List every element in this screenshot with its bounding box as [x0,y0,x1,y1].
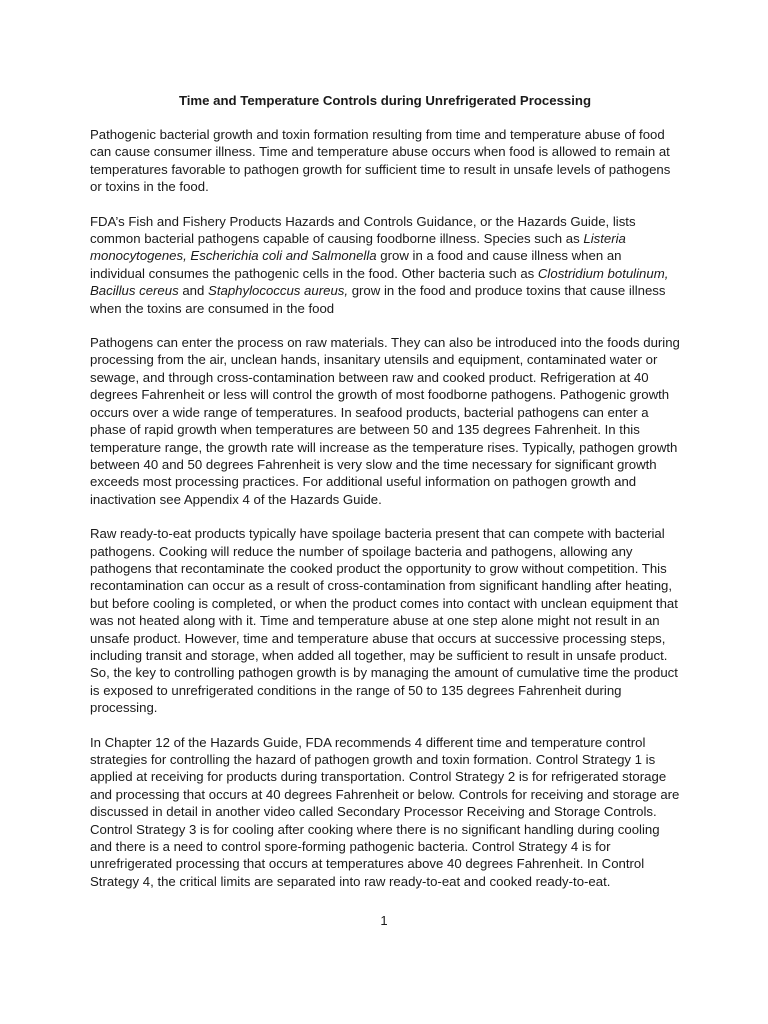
paragraph-hazards-guide [90,213,680,317]
paragraph-text: FDA’s Fish and Fishery Products Hazards and Controls Guidance, or the Hazards Guide, lists common bacterial pathogens capable of causing foodborne illness. Species such as [90,213,636,247]
document-title: Time and Temperature Controls during Unrefrigerated Processing [178,93,592,108]
page-number: 1 [380,913,388,928]
species-names-italic: Clostridium botulinum, Bacillus cereus [90,265,669,299]
paragraph-text: grow in the food and produce toxins that cause illness when the toxins are consumed in the food [90,283,666,316]
species-names-italic: Listeria monocytogenes, Escherichia coli and Salmonella [90,231,626,264]
paragraph-pathogens-entry: Pathogens can enter the process on raw materials. They can also be introduced into the foods during processing from the air, unclean hands, insanitary utensils and equipment, contaminated water or sewage, and through cross-contamination between raw and cooked product. Refrigeration at 40 degrees Fahrenheit or less will control the growth of most foodborne pathogens. Pathogenic growth occurs over a wide range of temperatures. In seafood products, bacterial pathogens can enter a phase of rapid growth when temperatures are between 50 and 135 degrees Fahrenheit. In this temperature range, the growth rate will increase as the temperature rises. Typically, pathogen growth between 40 and 50 degrees Fahrenheit is very slow and the time necessary for significant growth exceeds most processing practices. For additional useful information on pathogen growth and inactivation see Appendix 4 of the Hazards Guide. [90,335,680,507]
paragraph-intro: Pathogenic bacterial growth and toxin formation resulting from time and temperature abuse of food can cause consumer illness. Time and temperature abuse occurs when food is allowed to remain at temperatures favorable to pathogen growth for sufficient time to result in unsafe levels of pathogens or toxins in the food. [90,127,671,195]
species-names-italic: Staphylococcus aureus, [208,283,349,299]
paragraph-text: grow in a food and cause illness when an individual consumes the pathogenic cells in the food. Other bacteria such as [90,248,622,281]
paragraph-text: and [178,283,209,299]
paragraph-recontamination: Raw ready-to-eat products typically have spoilage bacteria present that can compete with bacterial pathogens. Cooking will reduce the number of spoilage bacteria and pathogens, allowing any pathogens that recontaminate the cooked product the opportunity to grow without competition. This recontamination can occur as a result of cross-contamination from significant handling after heating, but before cooling is completed, or when the product comes into contact with unclean equipment that was not heated along with it. Time and temperature abuse at one step alone might not result in an unsafe product. However, time and temperature abuse that occurs at successive processing steps, including transit and storage, when added all together, may be sufficient to result in unsafe product. So, the key to controlling pathogen growth is by managing the amount of cumulative time the product is exposed to unrefrigerated conditions in the range of 50 to 135 degrees Fahrenheit during processing. [90,526,678,716]
paragraph-control-strategies: In Chapter 12 of the Hazards Guide, FDA recommends 4 different time and temperature control strategies for controlling the hazard of pathogen growth and toxin formation. Control Strategy 1 is applied at receiving for products during transportation. Control Strategy 2 is for refrigerated storage and processing that occurs at 40 degrees Fahrenheit or below. Controls for receiving and storage are discussed in detail in another video called Secondary Processor Receiving and Storage Controls. Control Strategy 3 is for cooling after cooking where there is no significant handling during cooling and there is a need to control spore-forming pathogenic bacteria. Control Strategy 4 is for unrefrigerated processing that occurs at temperatures above 40 degrees Fahrenheit. In Control Strategy 4, the critical limits are separated into raw ready-to-eat and cooked ready-to-eat. [90,734,680,889]
document-page [90,92,680,907]
